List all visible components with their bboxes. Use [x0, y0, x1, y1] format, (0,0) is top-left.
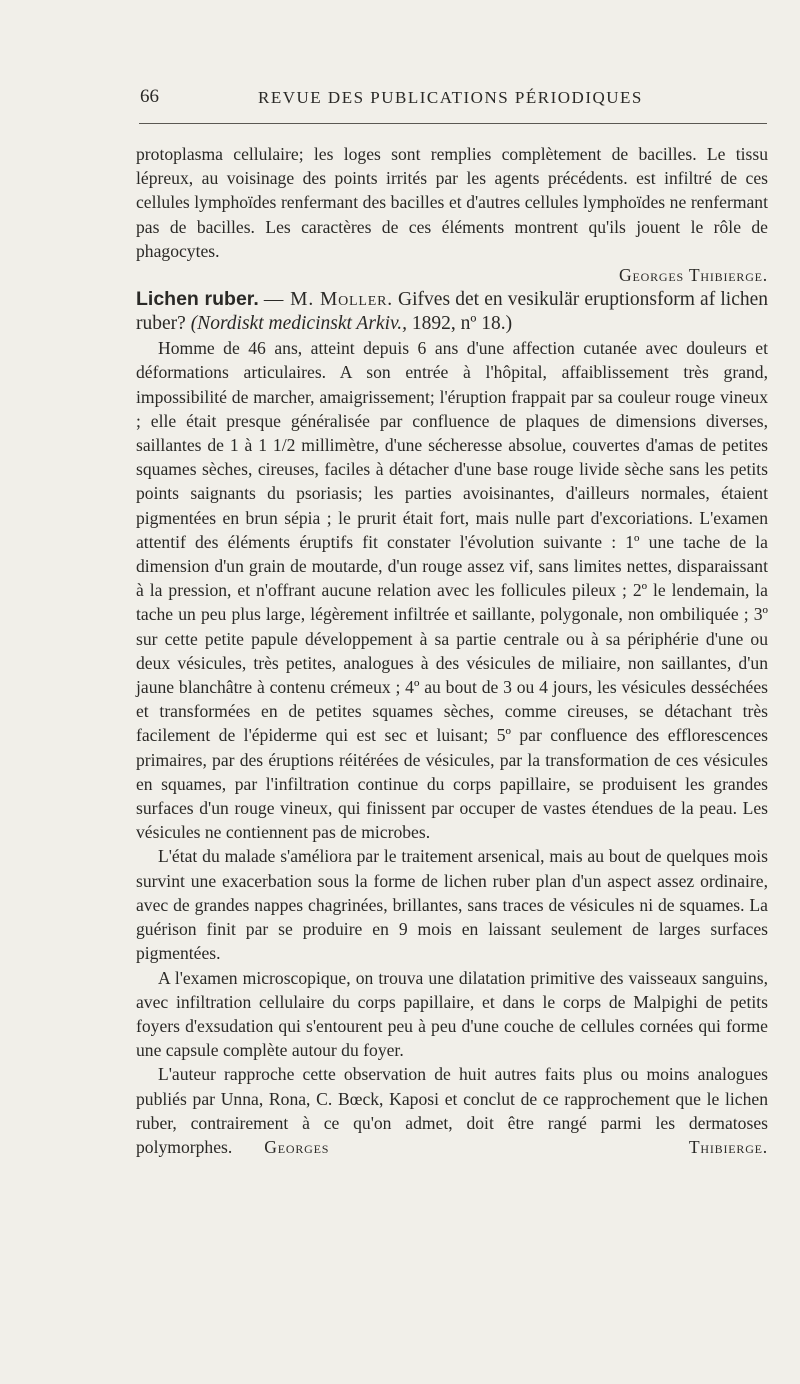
running-title: REVUE DES PUBLICATIONS PÉRIODIQUES — [258, 88, 643, 107]
article-title: Gifves det en vesikulär eruptionsform af lichen ruber? — [136, 289, 769, 335]
article-paragraph: Homme de 46 ans, atteint depuis 6 ans d'une affection cutanée avec douleurs et déformations articulaires. A son entrée à l'hôpital, affaiblissement très grand, impossibilité de marcher, amaigrissement; l'éruption frappait par sa couleur rouge vineux ; elle était presque généralisée par confluence de plaques de dimensions diverses, saillantes de 1 à 1 1/2 millimètre, d'une sécheresse absolue, couvertes d'amas de petites squames sèches, cireuses, faciles à détacher d'une base rouge livide sèche sans les petits points saignants du psoriasis; les parties avoisinantes, d'ailleurs normales, étaient pigmentées en brun sépia ; le prurit était fort, mais nulle part d'excoriations. L'examen attentif des éléments éruptifs fit constater l'évolution suivante : 1º une tache de la dimension d'un grain de moutarde, d'un rouge assez vif, sans limites nettes, disparaissant à la pression, et n'offrant aucune relation avec les follicules pileux ; 2º le lendemain, la tache un peu plus large, légèrement infiltrée et saillante, polygonale, non ombiliquée ; 3º sur cette petite papule développement à sa partie centrale ou à sa périphérie d'une ou deux vésicules, très petites, analogues à des vésicules de miliaire, non saillantes, d'un jaune blanchâtre à contenu crémeux ; 4º au bout de 3 ou 4 jours, les vésicules desséchées et transformées en de petites squames sèches, comme cireuses, se détachant très facilement de l'épiderme qui est sec et luisant; 5º par confluence des efflorescences primaires, par des éruptions réitérées de vésicules, par la transformation de ces vésicules en squames, par l'infiltration continue du corps papillaire, se produisent les grandes surfaces d'un rouge vineux, qui finissent par occuper de vastes étendues de la peau. Les vésicules ne contiennent pas de microbes. — [136, 338, 768, 843]
article-author: — M. Moller. — [263, 289, 393, 311]
article-paragraph: L'état du malade s'améliora par le traitement arsenical, mais au bout de quelques mois survint une exacerbation sous la forme de lichen ruber plan d'un aspect assez ordinaire, avec de grandes nappes chagrinées, brillantes, sans traces de vésicules ni de squames. La guérison finit par se produire en 9 mois en laissant seulement de larges surfaces pigmentées. — [136, 846, 768, 964]
article-source: (Nordiskt medicinskt Arkiv., — [190, 313, 407, 335]
article-paragraph: L'auteur rapproche cette observation de huit autres faits plus ou moins analogues publiés par Unna, Rona, C. Bœck, Kaposi et conclut de ce rapprochement que le lichen ruber, contrairement à ce qu'on admet, doit être rangé parmi les dermatoses polymorphes. — [136, 1064, 768, 1157]
header-rule — [139, 123, 767, 124]
article-signature: Georges Thibierge. — [264, 1136, 768, 1157]
article-keyword: Lichen ruber. — [136, 288, 259, 311]
article-paragraph: A l'examen microscopique, on trouva une dilatation primitive des vaisseaux sanguins, avec infiltration cellulaire du corps papillaire, et dans le corps de Malpighi de petits foyers d'exsudation qui s'entourent peu à peu d'une couche de cellules cornées qui forme une capsule complète autour du foyer. — [136, 967, 768, 1061]
article-paragraph-final — [136, 1062, 768, 1159]
previous-article-signature: Georges Thibierge. — [619, 265, 768, 286]
running-header — [140, 86, 768, 112]
article-source-details: 1892, nº 18.) — [406, 313, 513, 335]
previous-article-text: protoplasma cellulaire; les loges sont remplies complètement de bacilles. Le tissu lépreux, au voisinage des points irrités par les agents précédents. est infiltré de ces cellules lymphoïdes renfermant des bacilles et d'autres cellules lymphoïdes ne renfermant pas de bacilles. Les caractères de ces éléments montrent qu'ils jouent le rôle de phagocytes. — [136, 144, 768, 261]
page-body — [136, 142, 768, 1159]
article-heading — [136, 287, 768, 336]
page-number: 66 — [140, 86, 159, 107]
